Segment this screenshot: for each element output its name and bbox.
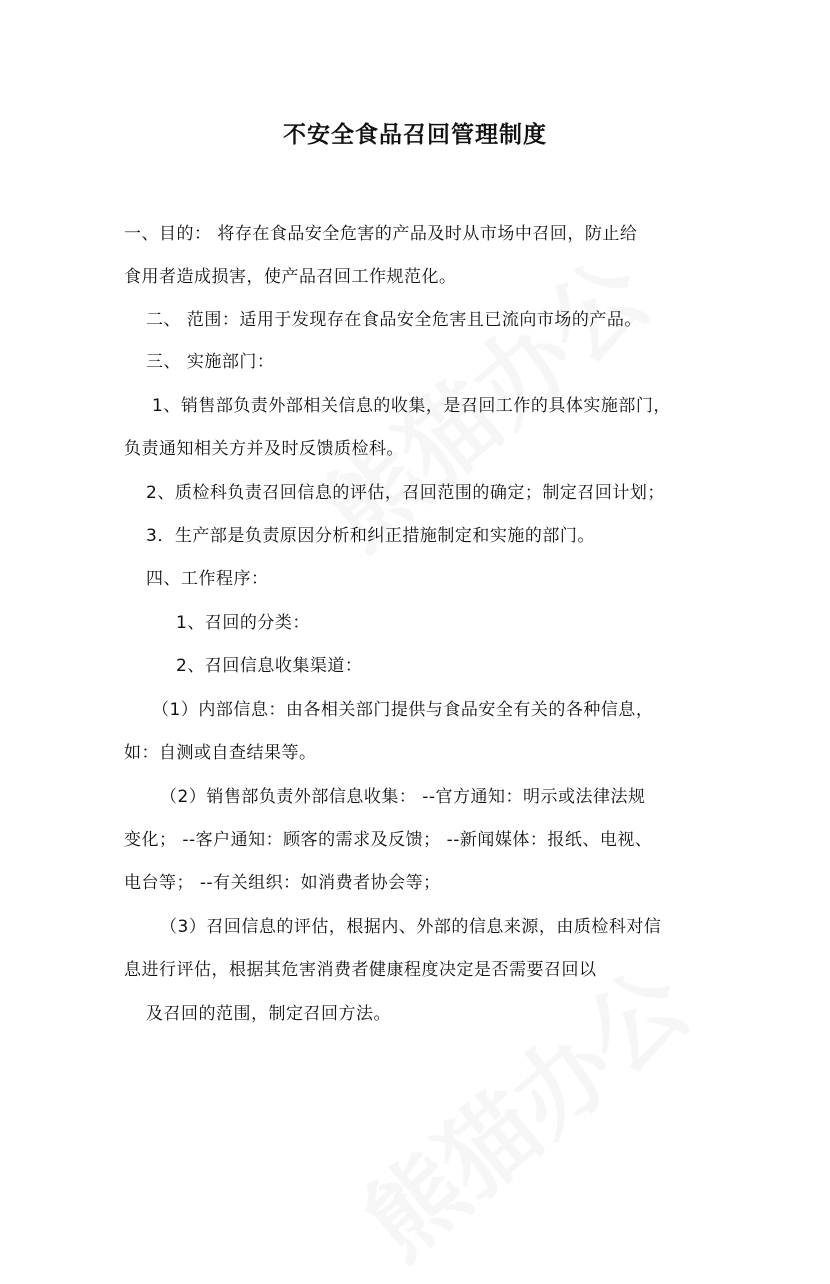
paragraph-line: 1、销售部负责外部相关信息的收集，是召回工作的具体实施部门，	[152, 396, 671, 416]
paragraph-line: 负责通知相关方并及时反馈质检科。	[124, 439, 404, 459]
paragraph-line: 及召回的范围，制定召回方法。	[146, 1004, 391, 1024]
paragraph-line: 四、工作程序：	[146, 569, 269, 589]
paragraph-line: 一、目的： 将存在食品安全危害的产品及时从市场中召回，防止给	[124, 224, 638, 244]
paragraph-line: 二、 范围：适用于发现存在食品安全危害且已流向市场的产品。	[146, 310, 642, 330]
paragraph-line: 2、召回信息收集渠道：	[176, 656, 363, 676]
paragraph-line: 电台等； --有关组织：如消费者协会等；	[124, 873, 441, 893]
paragraph-line: 变化； --客户通知：顾客的需求及反馈； --新闻媒体：报纸、电视、	[124, 830, 653, 850]
paragraph-line: （3）召回信息的评估，根据内、外部的信息来源，由质检科对信	[160, 917, 662, 937]
paragraph-line: 食用者造成损害，使产品召回工作规范化。	[124, 267, 457, 287]
paragraph-line: （2）销售部负责外部信息收集： --官方通知：明示或法律法规	[160, 787, 646, 807]
paragraph-line: 息进行评估，根据其危害消费者健康程度决定是否需要召回以	[124, 960, 597, 980]
paragraph-line: 三、 实施部门：	[146, 352, 275, 372]
paragraph-line: 3．生产部是负责原因分析和纠正措施制定和实施的部门。	[146, 526, 595, 546]
watermark	[331, 933, 713, 1284]
document-title: 不安全食品召回管理制度	[283, 122, 547, 148]
paragraph-line: （1）内部信息：由各相关部门提供与食品安全有关的各种信息，	[152, 700, 654, 720]
paragraph-line: 1、召回的分类：	[176, 613, 310, 633]
paragraph-line: 2、质检科负责召回信息的评估，召回范围的确定；制定召回计划；	[146, 483, 665, 503]
paragraph-line: 如：自测或自查结果等。	[124, 743, 317, 763]
